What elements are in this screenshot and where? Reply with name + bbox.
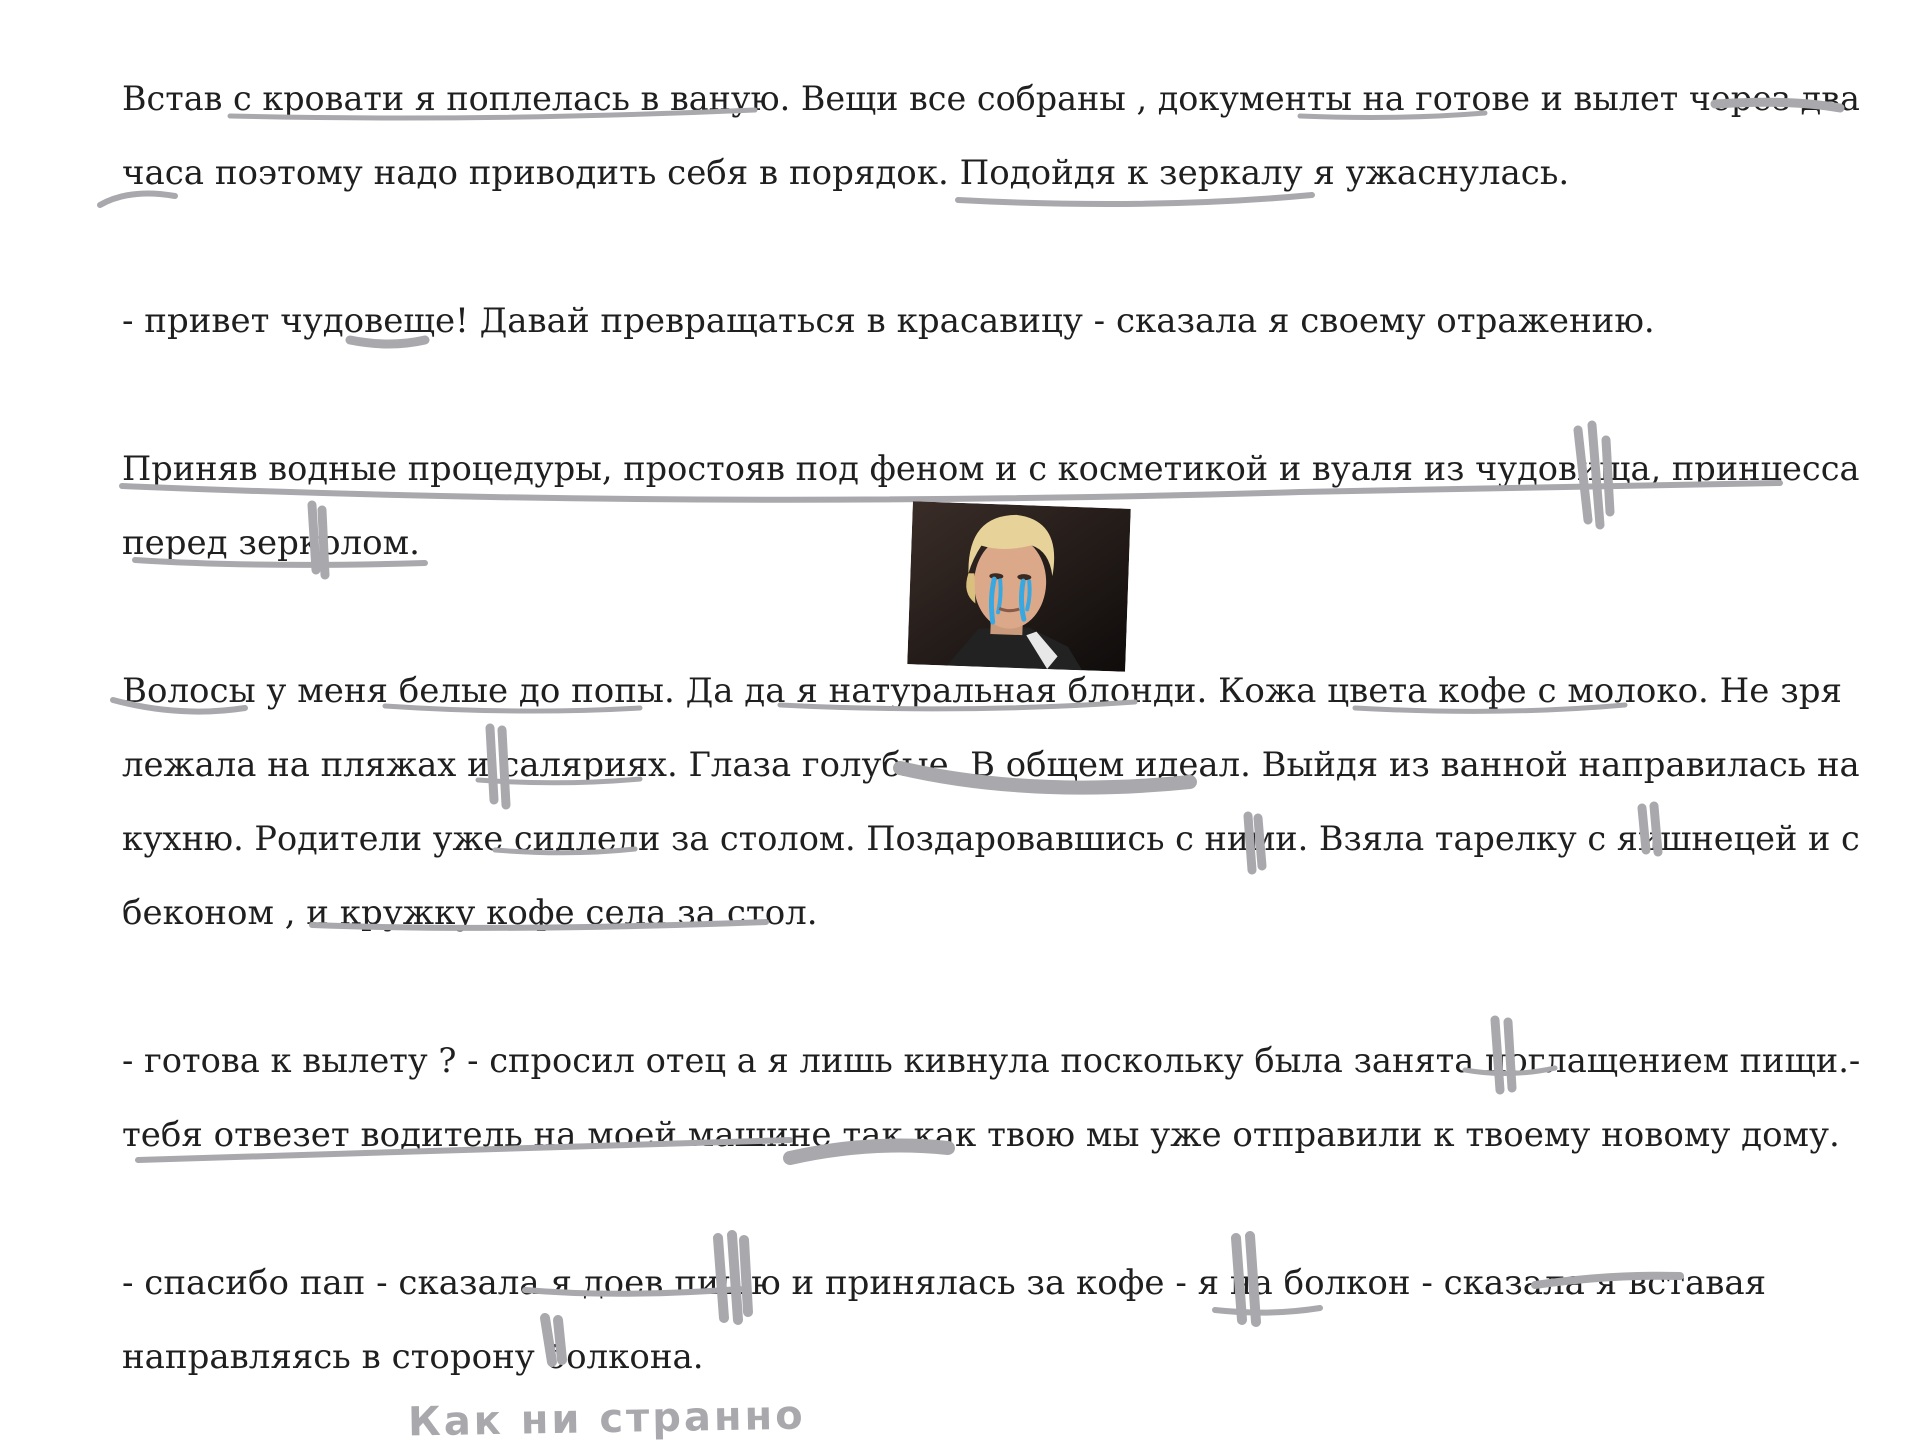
crying-man-photo	[907, 501, 1131, 672]
handwritten-note: Как ни странно	[407, 1392, 806, 1445]
text-line-5: перед зерколом.	[122, 523, 420, 563]
text-line-9: беконом , и кружку кофе села за стол.	[122, 893, 818, 933]
text-line-12: - спасибо пап - сказала я доев пищю и принялась за кофе - я на болкон - сказала я вставая	[122, 1263, 1767, 1303]
text-line-10: - готова к вылету ? - спросил отец а я лишь кивнула поскольку была занята поглащением пищи.-	[122, 1041, 1861, 1081]
underline-mark	[100, 193, 175, 205]
text-line-8: кухню. Родители уже сидлели за столом. Поздаровавшись с ними. Взяла тарелку с яишнецей и с	[122, 819, 1860, 859]
text-line-3: - привет чудовеще! Давай превращаться в красавицу - сказала я своему отражению.	[122, 301, 1655, 341]
text-line-13: направляясь в сторону болкона.	[122, 1337, 704, 1377]
text-line-6: Волосы у меня белые до попы. Да да я натуральная блонди. Кожа цвета кофе с молоко. Не зря	[122, 671, 1842, 711]
text-line-4: Приняв водные процедуры, простояв под феном и с косметикой и вуаля из чудовища, принцесса	[122, 449, 1860, 489]
underline-mark	[1215, 1308, 1320, 1313]
text-line-7: лежала на пляжах и саляриях. Глаза голубые. В общем идеал. Выйдя из ванной направилась на	[122, 745, 1860, 785]
text-line-1: Встав с кровати я поплелась в ваную. Вещи все собраны , документы на готове и вылет через два	[122, 79, 1860, 119]
underline-mark	[958, 195, 1312, 204]
text-line-11: тебя отвезет водитель на моей машине так как твою мы уже отправили к твоему новому дому.	[122, 1115, 1840, 1155]
text-line-2: часа поэтому надо приводить себя в порядок. Подойдя к зеркалу я ужаснулась.	[122, 153, 1570, 193]
photo-illustration	[907, 501, 1131, 672]
